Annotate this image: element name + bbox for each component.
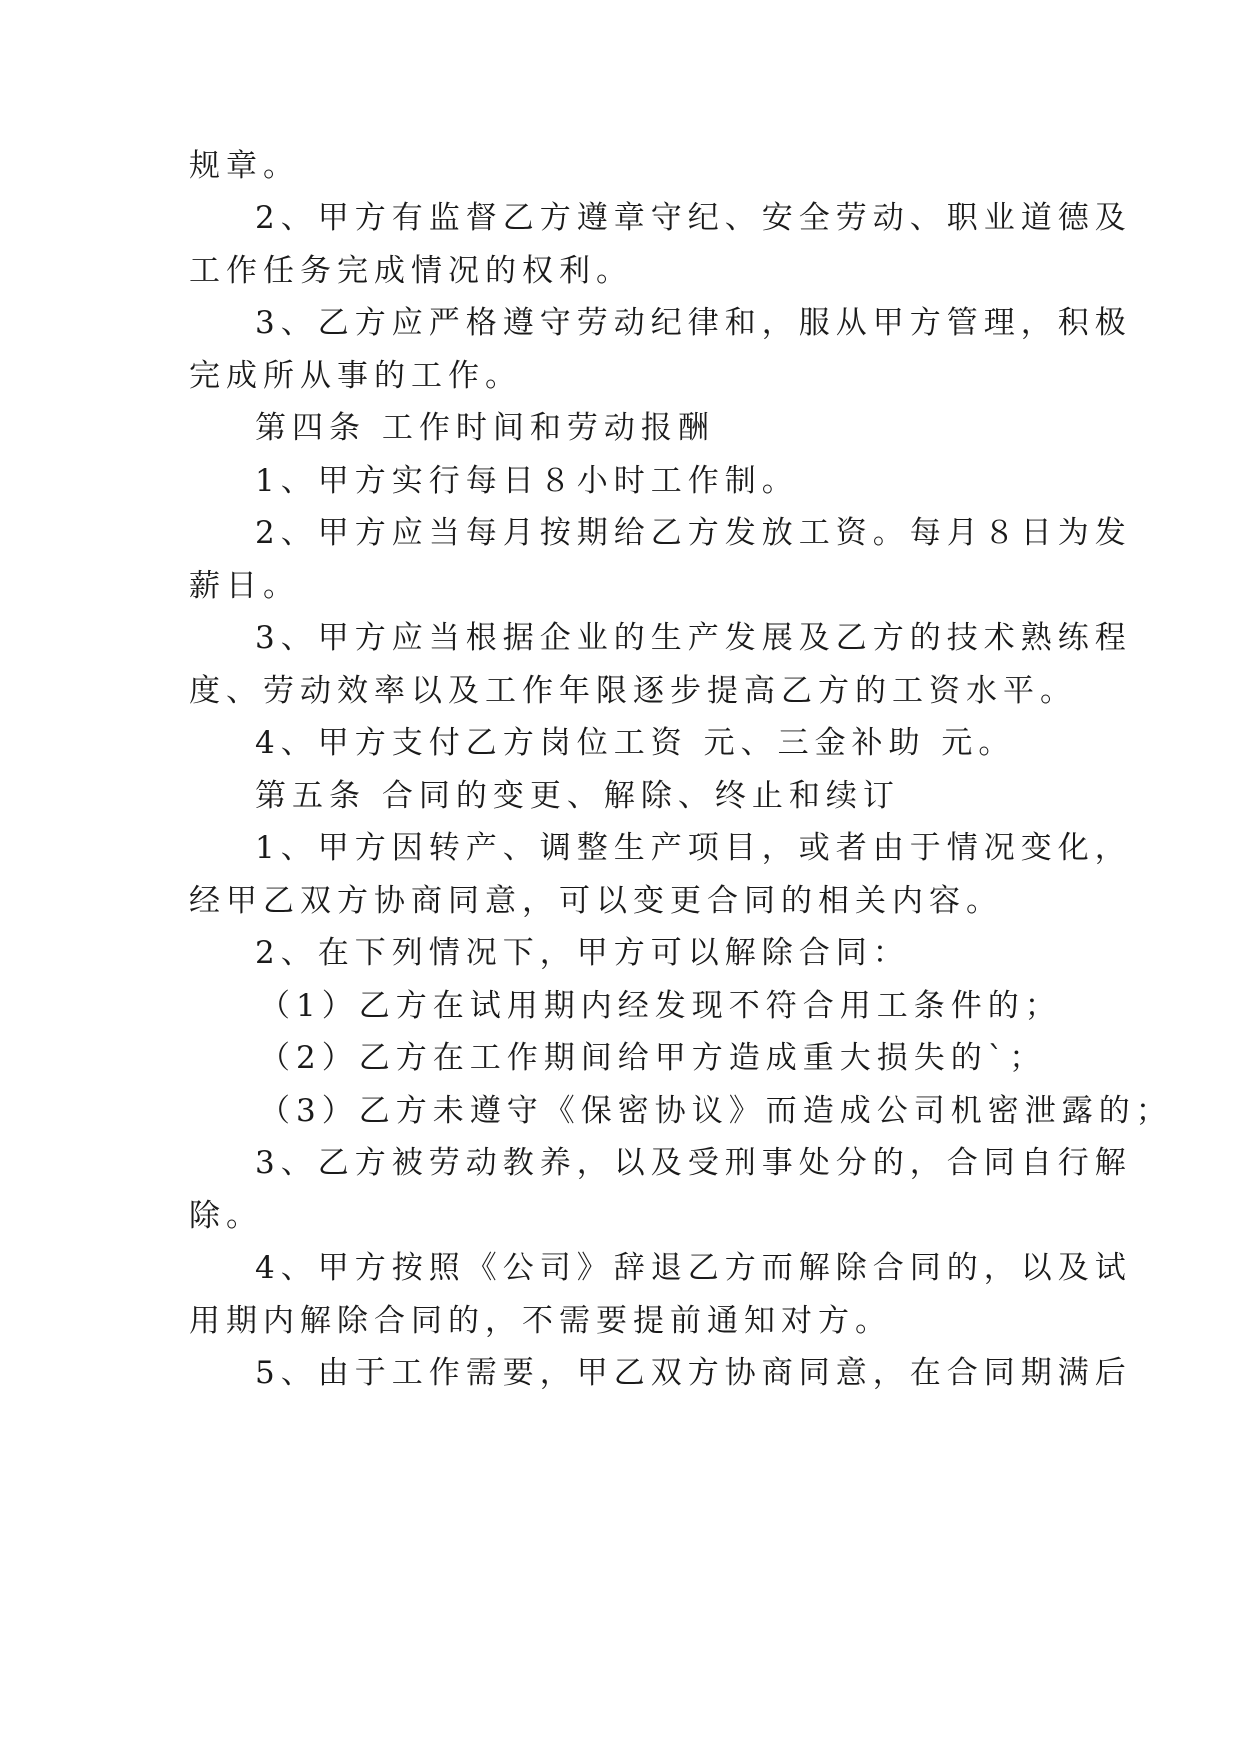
list-item: （2）乙方在工作期间给甲方造成重大损失的`； [259, 1040, 1047, 1076]
text-line: 2、甲方应当每月按期给乙方发放工资。每月８日为发 [255, 515, 1132, 551]
text-line: 4、甲方支付乙方岗位工资 元、三金补助 元。 [255, 725, 1016, 761]
text-line: 1、甲方实行每日８小时工作制。 [255, 463, 799, 499]
text-line: 2、甲方有监督乙方遵章守纪、安全劳动、职业道德及 [255, 200, 1132, 236]
text-line: 3、甲方应当根据企业的生产发展及乙方的技术熟练程 [255, 620, 1132, 656]
text-line: 2、在下列情况下，甲方可以解除合同： [255, 935, 910, 971]
text-line: 3、乙方应严格遵守劳动纪律和，服从甲方管理，积极 [255, 305, 1132, 341]
section-heading: 第四条 工作时间和劳动报酬 [255, 410, 715, 446]
text-line: 薪日。 [189, 568, 300, 604]
text-line: 经甲乙双方协商同意，可以变更合同的相关内容。 [189, 883, 1003, 919]
text-line: 4、甲方按照《公司》辞退乙方而解除合同的，以及试 [255, 1250, 1132, 1286]
section-heading: 第五条 合同的变更、解除、终止和续订 [255, 778, 900, 814]
text-line: 规章。 [189, 148, 300, 184]
text-line: 1、甲方因转产、调整生产项目，或者由于情况变化， [255, 830, 1132, 866]
text-line: 工作任务完成情况的权利。 [189, 253, 633, 289]
list-item: （1）乙方在试用期内经发现不符合用工条件的； [259, 988, 1062, 1024]
text-line: 5、由于工作需要，甲乙双方协商同意，在合同期满后 [255, 1355, 1132, 1391]
text-line: 除。 [189, 1198, 263, 1234]
text-line: 完成所从事的工作。 [189, 358, 522, 394]
text-line: 度、劳动效率以及工作年限逐步提高乙方的工资水平。 [189, 673, 1077, 709]
text-line: 3、乙方被劳动教养，以及受刑事处分的，合同自行解 [255, 1145, 1132, 1181]
list-item: （3）乙方未遵守《保密协议》而造成公司机密泄露的； [259, 1093, 1173, 1129]
text-line: 用期内解除合同的，不需要提前通知对方。 [189, 1303, 892, 1339]
